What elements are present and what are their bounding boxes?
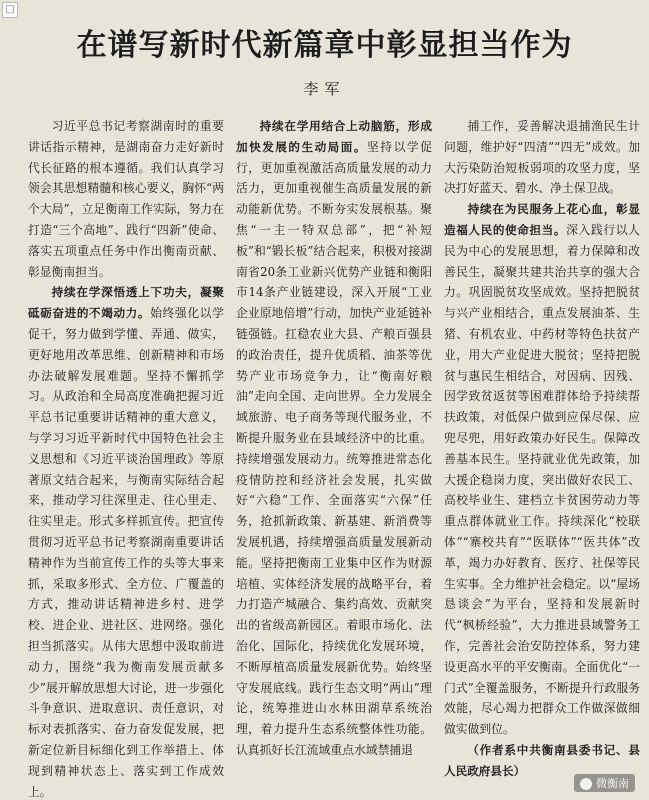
author-note: （作者系中共衡南县委书记、县人民政府县长）	[444, 742, 640, 778]
wechat-logo-icon	[580, 778, 592, 790]
section-heading: 持续在为民服务上花心血，彰显造福人民的使命担当。	[444, 202, 640, 237]
article-title: 在谱写新时代新篇章中彰显担当作为	[76, 28, 573, 63]
paragraph-text: 始终强化以学促干，努力做到学懂、弄通、做实，更好地用改革思维、创新精神和市场办法破解发展难题。坚持不懈抓学习。从政治和全局高度准确把握习近平总书记重要讲话精神的重大意义，与学习习近平新时代中国特色社会主义思想和《习近平谈治国理政》等原著原文结合起来，与衡南实际结合起来，推动学习往深里走、往心里走、往实里走。形式多样抓宣传。把宣传贯彻习近平总书记考察湖南重要讲话精神作为当前宣传工作的头等大事来抓，采取多形式、全方位、广覆盖的方式，推动讲话精神进乡村、进学校、进企业、进社区、进网络。强化担当抓落实。从伟大思想中汲取前进动力，围绕“我为衡南发展贡献多少”展开解放思想大讨论，进一步强化斗争意识、进取意识、责任意识，对标对表抓落实、奋力奋发促发展，把新定位新目标细化到工作举措上、体现到精神状态上、落实到工作成效上。	[28, 306, 224, 799]
paragraph-text: 深入践行以人民为中心的发展思想，着力保障和改善民生，凝聚共建共治共享的强大合力。巩固脱贫攻坚成效。坚持把脱贫与兴产业相结合，重点发展油茶、生猪、有机农业、中药材等特色扶贫产业，用大产业促进大脱贫；坚持把脱贫与惠民生相结合，对因病、因残、因学致贫返贫等困难群体给予持续帮扶政策，对低保户做到应保尽保、应兜尽兜，用好政策办好民生。保障改善基本民生。坚持就业优先政策，加大援企稳岗力度，突出做好农民工、高校毕业生、建档立卡贫困劳动力等重点群体就业工作。持续深化“校联体”“寨校共育”“医联体”“医共体”改革，竭力办好教育、医疗、社保等民生实事。全力维护社会稳定。以“屋场恳谈会”为平台，坚持和发展新时代“枫桥经验”，大力推进县域警务工作，完善社会治安防控体系，努力建设更高水平的平安衡南。全面优化“一门式”全覆盖服务，不断提升行政服务效能，尽心竭力把群众工作做深做细做实做到位。	[444, 222, 640, 737]
paragraph	[444, 199, 640, 740]
column-2	[236, 116, 432, 800]
paragraph	[444, 116, 640, 199]
column-3	[444, 116, 640, 800]
paragraph	[28, 116, 224, 282]
paragraph	[236, 116, 432, 761]
paragraph	[28, 282, 224, 800]
corner-close-icon[interactable]: □	[2, 2, 18, 18]
paragraph-text: 习近平总书记考察湖南时的重要讲话指示精神，是湖南奋力走好新时代长征路的根本遵循。我们认真学习领会其思想精髓和核心要义，胸怀“两个大局”，立足衡南工作实际，努力在打造“三个高地”、践行“四新”使命、落实五项重点任务中作出衡南贡献、彰显衡南担当。	[28, 119, 224, 279]
column-1	[28, 116, 224, 800]
paragraph-text: 坚持以学促行，更加重视激活高质量发展的动力活力，更加重视催生高质量发展的新动能新优势。不断夯实发展根基。聚焦“一主一特双总部”，把“补短板”和“锻长板”结合起来，积极对接湖南省20条工业新兴优势产业链和衡阳市14条产业链建设，深入开展“工业企业原地倍增”行动，加快产业延链补链强链。扛稳农业大县、产粮百强县的政治责任，提升优质稻、油茶等优势产业市场竞争力，让“衡南好粮油”走向全国、走向世界。全力发展全域旅游、电子商务等现代服务业，不断提升服务业在县域经济中的比重。持续增强发展动力。统筹推进常态化疫情防控和经济社会发展，扎实做好“六稳”工作、全面落实“六保”任务，抢抓新政策、新基建、新消费等发展机遇，持续增强高质量发展新动能。坚持把衡南工业集中区作为财源培植、实体经济发展的战略平台，着力打造产城融合、集约高效、贡献突出的省级高新园区。着眼市场化、法治化、国际化，持续优化发展环境，不断厚植高质量发展新优势。始终坚守发展底线。践行生态文明“两山”理论，统筹推进山水林田湖草系统治理，着力提升生态系统整体性功能。认真抓好长江流域重点水域禁捕退	[236, 139, 432, 757]
article-body	[28, 116, 640, 800]
article-author: 李军	[303, 80, 346, 98]
section-heading: 持续在学深悟透上下功夫，凝聚砥砺奋进的不竭动力。	[28, 285, 224, 321]
watermark	[574, 774, 635, 792]
watermark-text: 微衡南	[596, 777, 629, 790]
paragraph-text: 捕工作，妥善解决退捕渔民生计问题，维护好“四清”“四无”成效。加大污染防治短板弱项的攻坚力度，坚决打好蓝天、碧水、净土保卫战。	[444, 119, 640, 196]
section-heading: 持续在学用结合上动脑筋，形成加快发展的生动局面。	[236, 119, 432, 154]
